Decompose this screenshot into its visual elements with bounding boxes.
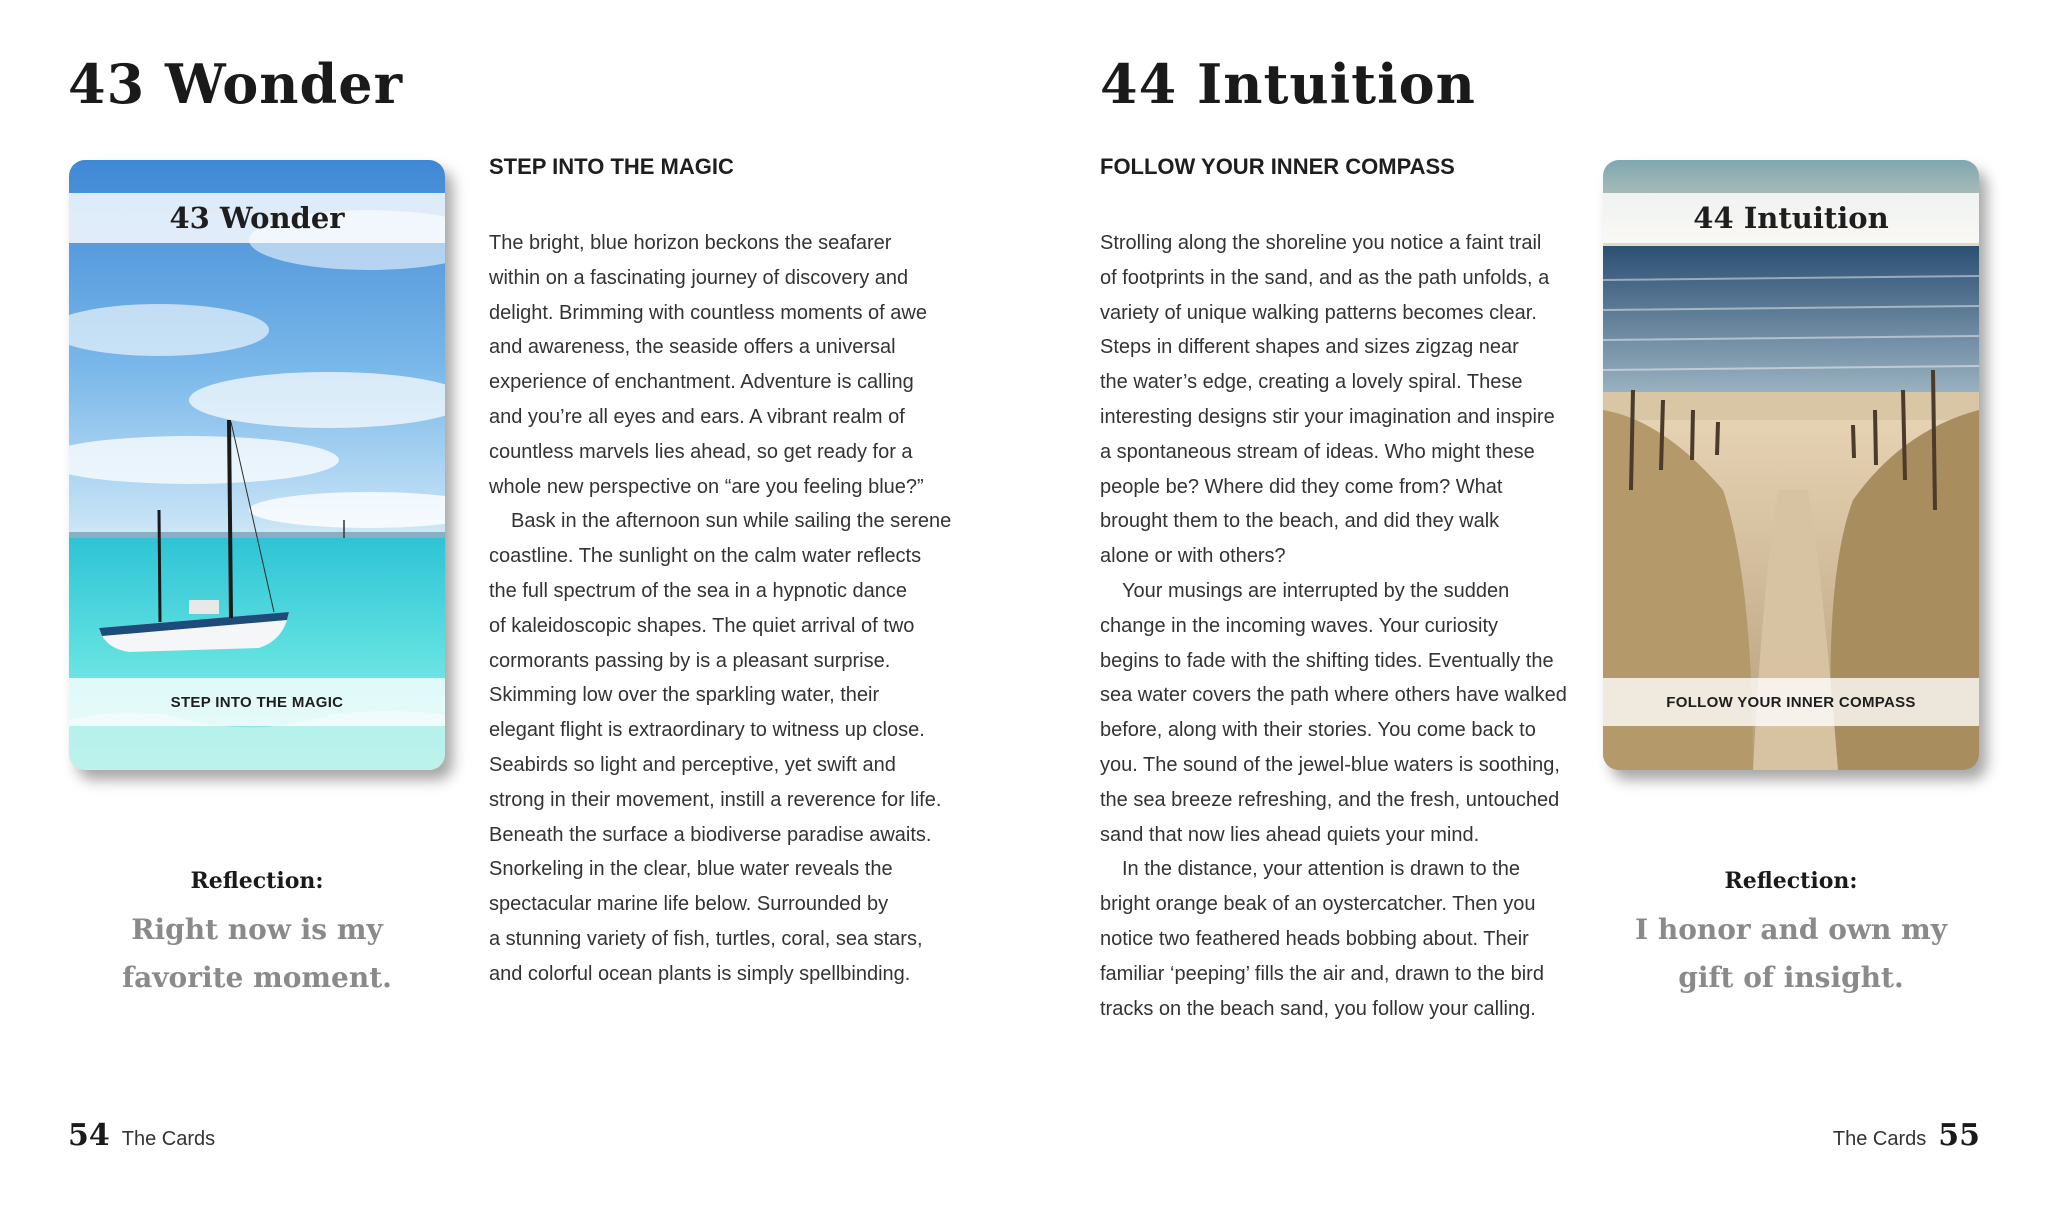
- body-line: Your musings are interrupted by the sudden: [1122, 579, 1510, 602]
- body-line: whole new perspective on “are you feeling blue?”: [489, 475, 924, 498]
- body-line: cormorants passing by is a pleasant surprise.: [489, 649, 891, 672]
- body-line: brought them to the beach, and did they walk: [1100, 510, 1500, 533]
- reflection-left: [69, 868, 445, 1002]
- body-line: familiar ‘peeping’ fills the air and, drawn to the bird: [1100, 962, 1544, 985]
- body-line: sand that now lies ahead quiets your mind.: [1100, 823, 1480, 846]
- body-line: variety of unique walking patterns becomes clear.: [1100, 301, 1537, 324]
- body-line: the sea breeze refreshing, and the fresh, untouched: [1100, 788, 1560, 811]
- body-line: Steps in different shapes and sizes zigzag near: [1100, 336, 1519, 359]
- body-line: and colorful ocean plants is simply spellbinding.: [489, 962, 911, 985]
- body-line: a spontaneous stream of ideas. Who might these: [1100, 440, 1535, 463]
- body-line: Beneath the surface a biodiverse paradise awaits.: [489, 823, 932, 846]
- body-line: and you’re all eyes and ears. A vibrant realm of: [489, 405, 905, 428]
- body-line: delight. Brimming with countless moments of awe: [489, 301, 927, 324]
- reflection-right: [1603, 868, 1979, 1002]
- body-line: you. The sound of the jewel-blue waters is soothing,: [1100, 753, 1560, 776]
- card-caption: FOLLOW YOUR INNER COMPASS: [1603, 678, 1979, 726]
- body-line: people be? Where did they come from? What: [1100, 475, 1503, 498]
- body-line: of footprints in the sand, and as the path unfolds, a: [1100, 266, 1550, 289]
- body-text-right: [1100, 226, 1570, 1026]
- body-line: tracks on the beach sand, you follow your calling.: [1100, 997, 1536, 1020]
- reflection-quote: Right now is my favorite moment.: [122, 913, 392, 994]
- body-line: the full spectrum of the sea in a hypnotic dance: [489, 579, 908, 602]
- body-line: a stunning variety of fish, turtles, coral, sea stars,: [489, 927, 923, 950]
- running-footer: The Cards: [1832, 1128, 1927, 1150]
- page-number: 54: [68, 1118, 110, 1153]
- page-number: 55: [1938, 1118, 1980, 1153]
- card-title: 44 Intuition: [1603, 193, 1979, 243]
- reflection-label: Reflection:: [1724, 868, 1858, 894]
- body-line: sea water covers the path where others have walked: [1100, 684, 1567, 707]
- page-title-right: 44 Intuition: [1100, 52, 1476, 116]
- body-line: elegant flight is extraordinary to witness up close.: [489, 719, 925, 742]
- body-line: the water’s edge, creating a lovely spiral. These: [1100, 371, 1523, 394]
- body-line: coastline. The sunlight on the calm water reflects: [489, 545, 922, 568]
- body-line: within on a fascinating journey of discovery and: [489, 266, 909, 289]
- body-line: spectacular marine life below. Surrounded by: [489, 893, 889, 916]
- reflection-label: Reflection:: [190, 868, 324, 894]
- body-line: The bright, blue horizon beckons the seafarer: [489, 232, 892, 254]
- body-line: interesting designs stir your imagination and inspire: [1100, 405, 1555, 428]
- reflection-quote: I honor and own my gift of insight.: [1634, 913, 1948, 994]
- body-line: experience of enchantment. Adventure is calling: [489, 371, 914, 394]
- body-line: countless marvels lies ahead, so get ready for a: [489, 440, 913, 463]
- body-line: of kaleidoscopic shapes. The quiet arrival of two: [489, 614, 915, 637]
- footer-left: [68, 1118, 215, 1153]
- body-line: change in the incoming waves. Your curiosity: [1100, 614, 1499, 637]
- section-subtitle-left: STEP INTO THE MAGIC: [489, 154, 734, 179]
- body-line: Strolling along the shoreline you notice a faint trail: [1100, 232, 1542, 254]
- body-line: Bask in the afternoon sun while sailing the serene: [511, 510, 952, 533]
- card-title: 43 Wonder: [69, 193, 445, 243]
- footer-right: [1833, 1118, 1980, 1153]
- body-line: strong in their movement, instill a reverence for life.: [489, 788, 942, 811]
- card-caption: STEP INTO THE MAGIC: [69, 678, 445, 726]
- body-text-left: [489, 226, 959, 992]
- page-title-left: 43 Wonder: [68, 52, 404, 116]
- card-wonder: [69, 160, 445, 770]
- body-line: begins to fade with the shifting tides. Eventually the: [1100, 649, 1554, 672]
- running-footer: The Cards: [121, 1128, 216, 1150]
- body-line: In the distance, your attention is drawn to the: [1122, 858, 1521, 881]
- body-line: notice two feathered heads bobbing about. Their: [1100, 927, 1529, 950]
- body-line: Snorkeling in the clear, blue water reveals the: [489, 858, 893, 881]
- body-line: bright orange beak of an oystercatcher. Then you: [1100, 893, 1536, 916]
- body-line: before, along with their stories. You come back to: [1100, 719, 1536, 742]
- section-subtitle-right: FOLLOW YOUR INNER COMPASS: [1100, 154, 1455, 179]
- body-line: and awareness, the seaside offers a universal: [489, 336, 896, 359]
- body-line: alone or with others?: [1100, 545, 1286, 568]
- body-line: Skimming low over the sparkling water, their: [489, 684, 880, 707]
- card-intuition: [1603, 160, 1979, 770]
- body-line: Seabirds so light and perceptive, yet swift and: [489, 753, 896, 776]
